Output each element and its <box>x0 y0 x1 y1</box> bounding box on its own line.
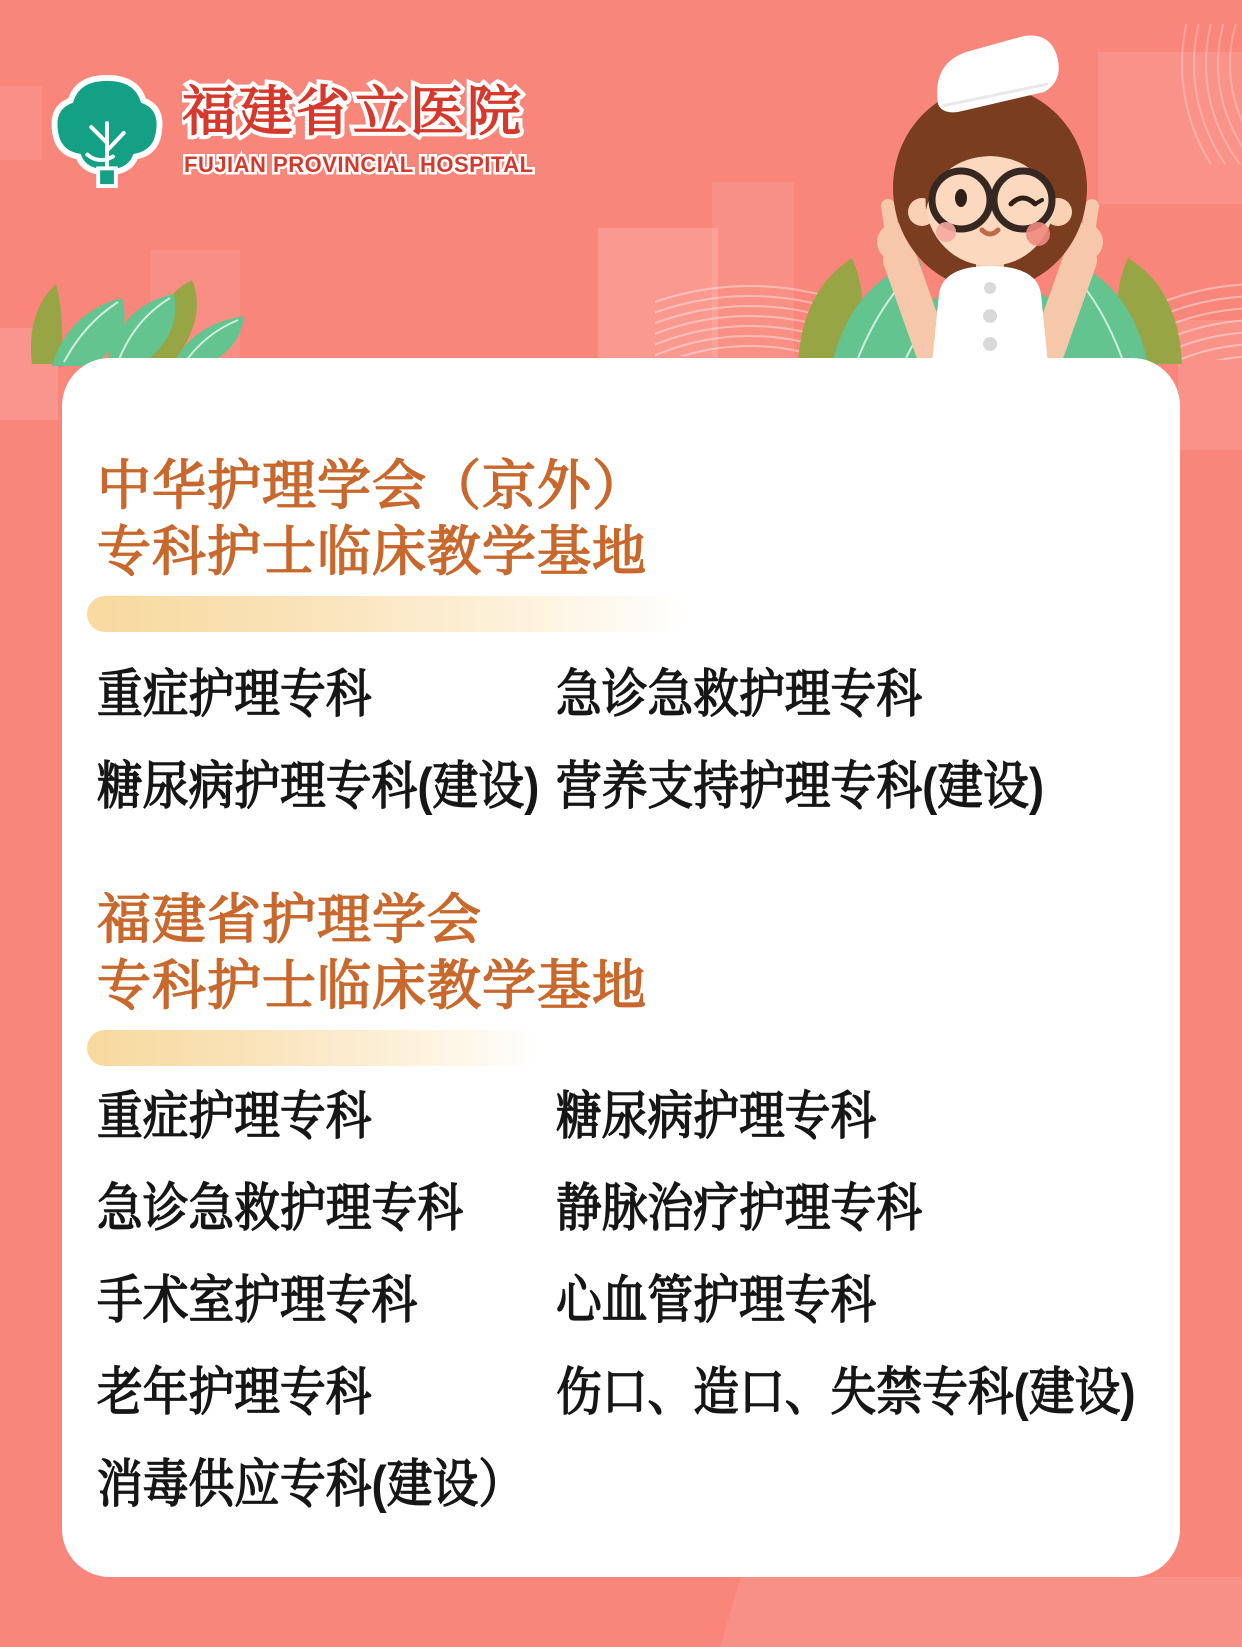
list-item: 营养支持护理专科(建设) <box>556 757 1045 816</box>
section-heading <box>97 454 1152 586</box>
hospital-logo <box>48 72 582 197</box>
section-heading-line2: 专科护士临床教学基地 <box>97 521 647 582</box>
heading-underline-bar <box>87 596 687 632</box>
section-provincial <box>97 888 1152 1514</box>
logo-en-title: FUJIAN PROVINCIAL HOSPITAL <box>184 152 534 177</box>
list-item: 静脉治疗护理专科 <box>556 1179 923 1238</box>
list-item: 重症护理专科 <box>97 665 372 724</box>
content-card <box>62 358 1180 1577</box>
specialty-list <box>97 1088 1152 1514</box>
list-item: 糖尿病护理专科(建设) <box>97 757 540 816</box>
list-item: 老年护理专科 <box>97 1363 372 1422</box>
heading-underline-bar <box>87 1030 539 1066</box>
list-item: 消毒供应专科(建设） <box>97 1455 525 1514</box>
nurse-illustration <box>780 20 1200 364</box>
section-national <box>97 454 1152 816</box>
list-item: 重症护理专科 <box>97 1087 372 1146</box>
section-heading-line2: 专科护士临床教学基地 <box>97 955 647 1016</box>
leaf-decoration <box>22 272 252 368</box>
list-item: 急诊急救护理专科 <box>556 665 923 724</box>
list-item: 急诊急救护理专科 <box>97 1179 464 1238</box>
background-shade <box>720 1577 1242 1647</box>
list-item: 心血管护理专科 <box>556 1271 877 1330</box>
section-heading-line1: 福建省护理学会 <box>97 889 482 950</box>
section-heading <box>97 888 1152 1020</box>
list-item: 糖尿病护理专科 <box>556 1087 877 1146</box>
section-heading-line1: 中华护理学会（京外） <box>97 456 647 516</box>
city-skyline-block <box>0 86 42 160</box>
specialty-list <box>97 666 1152 816</box>
logo-cn-title: 福建省立医院 <box>182 82 524 142</box>
logo-text <box>182 72 582 192</box>
list-item: 手术室护理专科 <box>97 1271 418 1330</box>
list-item: 伤口、造口、失禁专科(建设) <box>556 1363 1136 1422</box>
tree-logo-icon <box>48 72 166 190</box>
